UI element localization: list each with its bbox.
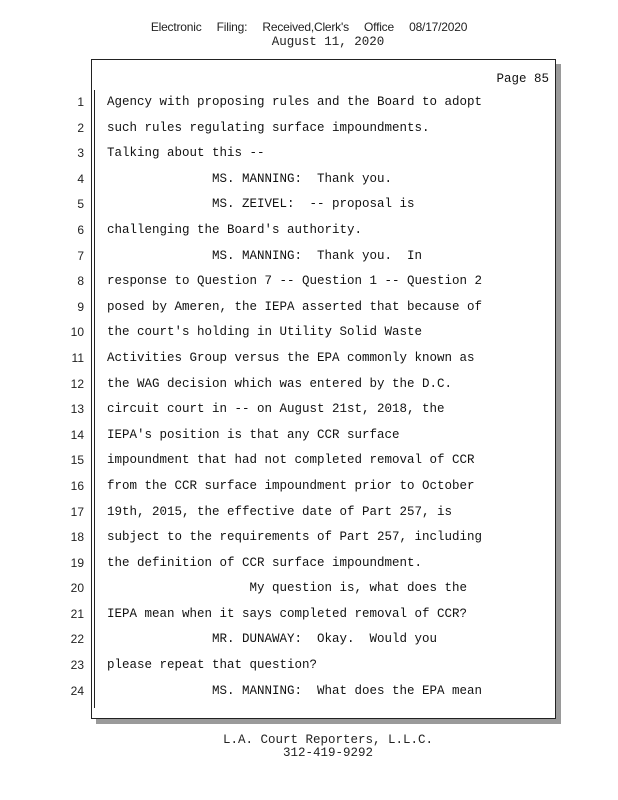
transcript-line: the court's holding in Utility Solid Waste <box>107 325 423 340</box>
stamp-received: Received,Clerk's <box>262 20 349 34</box>
line-number: 12 <box>70 376 84 391</box>
transcript-line: challenging the Board's authority. <box>107 222 363 237</box>
line-number: 3 <box>77 146 84 161</box>
transcript-line: MS. MANNING: Thank you. <box>107 171 393 186</box>
footer-company: L.A. Court Reporters, L.L.C. <box>222 733 434 747</box>
line-number: 7 <box>77 248 84 263</box>
transcript-line: posed by Ameren, the IEPA asserted that because of <box>107 299 483 314</box>
line-number: 4 <box>77 171 84 186</box>
transcript-line: Talking about this -- <box>107 146 265 161</box>
transcript-line: such rules regulating surface impoundments. <box>107 120 430 135</box>
stamp-office: Office <box>364 20 394 34</box>
line-number: 17 <box>70 504 84 519</box>
transcript-line: circuit court in -- on August 21st, 2018, the <box>107 402 445 417</box>
line-number: 11 <box>71 350 84 365</box>
line-number: 6 <box>77 222 84 237</box>
transcript-text <box>107 90 547 704</box>
line-number: 16 <box>70 478 84 493</box>
line-number: 20 <box>70 581 84 596</box>
stamp-date: 08/17/2020 <box>409 20 468 34</box>
transcript-line: Activities Group versus the EPA commonly known as <box>107 350 475 365</box>
line-number: 18 <box>70 530 84 545</box>
transcript-line: from the CCR surface impoundment prior to October <box>107 478 475 493</box>
transcript-line: MS. MANNING: What does the EPA mean <box>107 683 483 698</box>
line-number-column <box>44 90 84 704</box>
line-number: 14 <box>70 427 84 442</box>
line-number: 13 <box>70 402 84 417</box>
line-number: 22 <box>70 632 84 647</box>
stamp-filing: Filing: <box>216 20 248 34</box>
line-number: 1 <box>77 95 84 109</box>
transcript-line: IEPA mean when it says completed removal of CCR? <box>107 606 468 621</box>
stamp-label: Electronic <box>150 20 202 34</box>
transcript-line: the WAG decision which was entered by the D.C. <box>107 376 453 391</box>
transcript-line: subject to the requirements of Part 257, including <box>107 530 483 545</box>
line-number: 19 <box>70 555 84 570</box>
line-number: 2 <box>77 120 84 135</box>
transcript-line: MS. ZEIVEL: -- proposal is <box>107 197 415 212</box>
line-number: 8 <box>77 274 84 289</box>
transcript-line: response to Question 7 -- Question 1 -- Question 2 <box>107 274 483 289</box>
transcript-line: Agency with proposing rules and the Board to adopt <box>107 95 483 109</box>
transcript-line: impoundment that had not completed removal of CCR <box>107 453 475 468</box>
page-number: Page 85 <box>496 72 549 86</box>
transcript-line: IEPA's position is that any CCR surface <box>107 427 400 442</box>
transcript-line: My question is, what does the <box>107 581 468 596</box>
line-number: 21 <box>70 606 84 621</box>
line-number: 15 <box>70 453 84 468</box>
electronic-filing-stamp <box>0 20 618 34</box>
footer-phone: 312-419-9292 <box>282 746 373 760</box>
line-number: 23 <box>70 658 84 673</box>
transcript-line: please repeat that question? <box>107 658 318 673</box>
line-number: 5 <box>77 197 84 212</box>
line-number: 24 <box>70 683 84 698</box>
line-number-divider <box>94 90 95 708</box>
line-number: 9 <box>77 299 84 314</box>
transcript-line: the definition of CCR surface impoundment. <box>107 555 423 570</box>
transcript-line: 19th, 2015, the effective date of Part 257, is <box>107 504 453 519</box>
line-number: 10 <box>70 325 84 340</box>
transcript-line: MR. DUNAWAY: Okay. Would you <box>107 632 438 647</box>
transcript-line: MS. MANNING: Thank you. In <box>107 248 423 263</box>
transcript-date: August 11, 2020 <box>271 35 385 49</box>
